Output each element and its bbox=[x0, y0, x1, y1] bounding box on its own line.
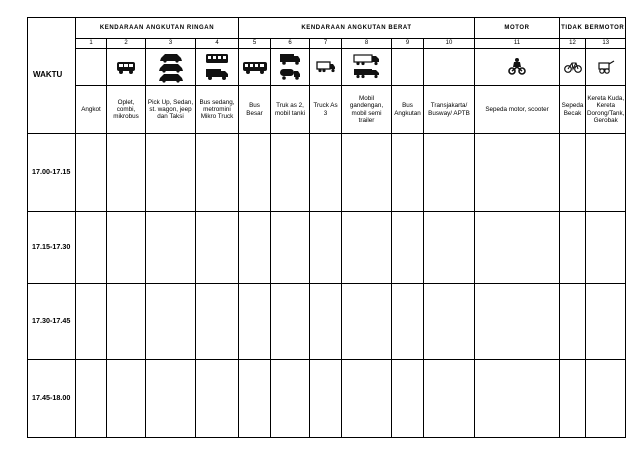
count-cell[interactable] bbox=[342, 134, 392, 212]
group-header-tidak-bermotor: TIDAK BERMOTOR bbox=[560, 18, 626, 39]
count-cell[interactable] bbox=[392, 360, 424, 438]
column-label: Transjakarta/ Busway/ APTB bbox=[424, 86, 475, 134]
icon-cell bbox=[342, 49, 392, 86]
count-cell[interactable] bbox=[271, 212, 310, 284]
count-cell[interactable] bbox=[146, 134, 196, 212]
icon-cell bbox=[310, 49, 342, 86]
traffic-count-table bbox=[27, 17, 626, 438]
icon-cell bbox=[586, 49, 626, 86]
count-cell[interactable] bbox=[239, 212, 271, 284]
icon-cell bbox=[560, 49, 586, 86]
time-row bbox=[28, 284, 626, 360]
count-cell[interactable] bbox=[76, 284, 107, 360]
count-cell[interactable] bbox=[342, 284, 392, 360]
count-cell[interactable] bbox=[310, 284, 342, 360]
count-cell[interactable] bbox=[586, 212, 626, 284]
count-cell[interactable] bbox=[76, 134, 107, 212]
count-cell[interactable] bbox=[586, 284, 626, 360]
column-label: Bus Angkutan bbox=[392, 86, 424, 134]
column-label: Pick Up, Sedan, st. wagon, jeep dan Taksi bbox=[146, 86, 196, 134]
column-number: 3 bbox=[146, 39, 196, 49]
count-cell[interactable] bbox=[475, 134, 560, 212]
count-cell[interactable] bbox=[310, 212, 342, 284]
column-number: 4 bbox=[196, 39, 239, 49]
icon-cell-empty bbox=[76, 49, 107, 86]
waktu-header: WAKTU bbox=[28, 18, 76, 134]
count-cell[interactable] bbox=[239, 284, 271, 360]
column-number: 5 bbox=[239, 39, 271, 49]
count-cell[interactable] bbox=[560, 360, 586, 438]
time-slot-label: 17.15-17.30 bbox=[28, 212, 76, 284]
column-label: Bus sedang, metromini Mikro Truck bbox=[196, 86, 239, 134]
count-cell[interactable] bbox=[392, 134, 424, 212]
column-label: Truck As 3 bbox=[310, 86, 342, 134]
count-cell[interactable] bbox=[239, 134, 271, 212]
column-label: Mobil gandengan, mobil semi trailer bbox=[342, 86, 392, 134]
motorcycle-icon bbox=[508, 57, 526, 77]
count-cell[interactable] bbox=[424, 134, 475, 212]
column-number: 10 bbox=[424, 39, 475, 49]
count-cell[interactable] bbox=[310, 360, 342, 438]
icon-cell bbox=[196, 49, 239, 86]
time-row bbox=[28, 360, 626, 438]
column-label: Bus Besar bbox=[239, 86, 271, 134]
count-cell[interactable] bbox=[196, 212, 239, 284]
medium-bus-icon bbox=[204, 52, 230, 82]
count-cell[interactable] bbox=[342, 360, 392, 438]
icon-cell bbox=[107, 49, 146, 86]
count-cell[interactable] bbox=[196, 360, 239, 438]
column-label: Angkot bbox=[76, 86, 107, 134]
truck-3axle-icon bbox=[315, 60, 337, 74]
column-label: Kereta Kuda, Kereta Dorong/Tank, Gerobak bbox=[586, 86, 626, 134]
count-cell[interactable] bbox=[424, 360, 475, 438]
vehicle-icon-row bbox=[28, 49, 626, 86]
time-slot-label: 17.00-17.15 bbox=[28, 134, 76, 212]
count-cell[interactable] bbox=[271, 284, 310, 360]
count-cell[interactable] bbox=[107, 212, 146, 284]
column-label: Sepeda Becak bbox=[560, 86, 586, 134]
column-number: 12 bbox=[560, 39, 586, 49]
time-slot-label: 17.30-17.45 bbox=[28, 284, 76, 360]
time-row bbox=[28, 212, 626, 284]
count-cell[interactable] bbox=[392, 212, 424, 284]
large-bus-icon bbox=[242, 59, 268, 75]
bicycle-icon bbox=[564, 60, 582, 74]
count-cell[interactable] bbox=[76, 212, 107, 284]
column-number: 6 bbox=[271, 39, 310, 49]
count-cell[interactable] bbox=[586, 360, 626, 438]
icon-cell bbox=[146, 49, 196, 86]
cars-stack-icon bbox=[157, 51, 185, 83]
column-label: Truk as 2, mobil tanki bbox=[271, 86, 310, 134]
icon-cell bbox=[271, 49, 310, 86]
count-cell[interactable] bbox=[342, 212, 392, 284]
count-cell[interactable] bbox=[196, 284, 239, 360]
icon-cell-empty bbox=[424, 49, 475, 86]
count-cell[interactable] bbox=[560, 134, 586, 212]
count-cell[interactable] bbox=[146, 360, 196, 438]
icon-cell bbox=[239, 49, 271, 86]
icon-cell bbox=[475, 49, 560, 86]
group-header-berat: KENDARAAN ANGKUTAN BERAT bbox=[239, 18, 475, 39]
count-cell[interactable] bbox=[271, 360, 310, 438]
column-number-row bbox=[28, 39, 626, 49]
column-label: Sepeda motor, scooter bbox=[475, 86, 560, 134]
time-row bbox=[28, 134, 626, 212]
count-cell[interactable] bbox=[107, 284, 146, 360]
column-number: 9 bbox=[392, 39, 424, 49]
group-header-ringan: KENDARAAN ANGKUTAN RINGAN bbox=[76, 18, 239, 39]
count-cell[interactable] bbox=[107, 360, 146, 438]
column-number: 11 bbox=[475, 39, 560, 49]
truck-tanker-icon bbox=[278, 52, 302, 82]
cart-icon bbox=[596, 60, 616, 74]
time-slot-label: 17.45-18.00 bbox=[28, 360, 76, 438]
column-number: 1 bbox=[76, 39, 107, 49]
count-cell[interactable] bbox=[560, 212, 586, 284]
count-cell[interactable] bbox=[196, 134, 239, 212]
column-label: Oplet, combi, mikrobus bbox=[107, 86, 146, 134]
trailer-icon bbox=[353, 53, 381, 81]
count-cell[interactable] bbox=[560, 284, 586, 360]
count-cell[interactable] bbox=[76, 360, 107, 438]
count-cell[interactable] bbox=[271, 134, 310, 212]
column-number: 8 bbox=[342, 39, 392, 49]
group-header-row bbox=[28, 18, 626, 39]
count-cell[interactable] bbox=[475, 212, 560, 284]
count-cell[interactable] bbox=[146, 212, 196, 284]
count-cell[interactable] bbox=[586, 134, 626, 212]
count-cell[interactable] bbox=[392, 284, 424, 360]
column-number: 2 bbox=[107, 39, 146, 49]
count-cell[interactable] bbox=[107, 134, 146, 212]
count-cell[interactable] bbox=[239, 360, 271, 438]
count-cell[interactable] bbox=[424, 284, 475, 360]
column-number: 13 bbox=[586, 39, 626, 49]
traffic-count-form bbox=[27, 17, 626, 438]
count-cell[interactable] bbox=[310, 134, 342, 212]
count-cell[interactable] bbox=[146, 284, 196, 360]
minibus-icon bbox=[115, 59, 137, 75]
count-cell[interactable] bbox=[424, 212, 475, 284]
vehicle-label-row bbox=[28, 86, 626, 134]
icon-cell-empty bbox=[392, 49, 424, 86]
group-header-motor: MOTOR bbox=[475, 18, 560, 39]
count-cell[interactable] bbox=[475, 360, 560, 438]
column-number: 7 bbox=[310, 39, 342, 49]
count-cell[interactable] bbox=[475, 284, 560, 360]
